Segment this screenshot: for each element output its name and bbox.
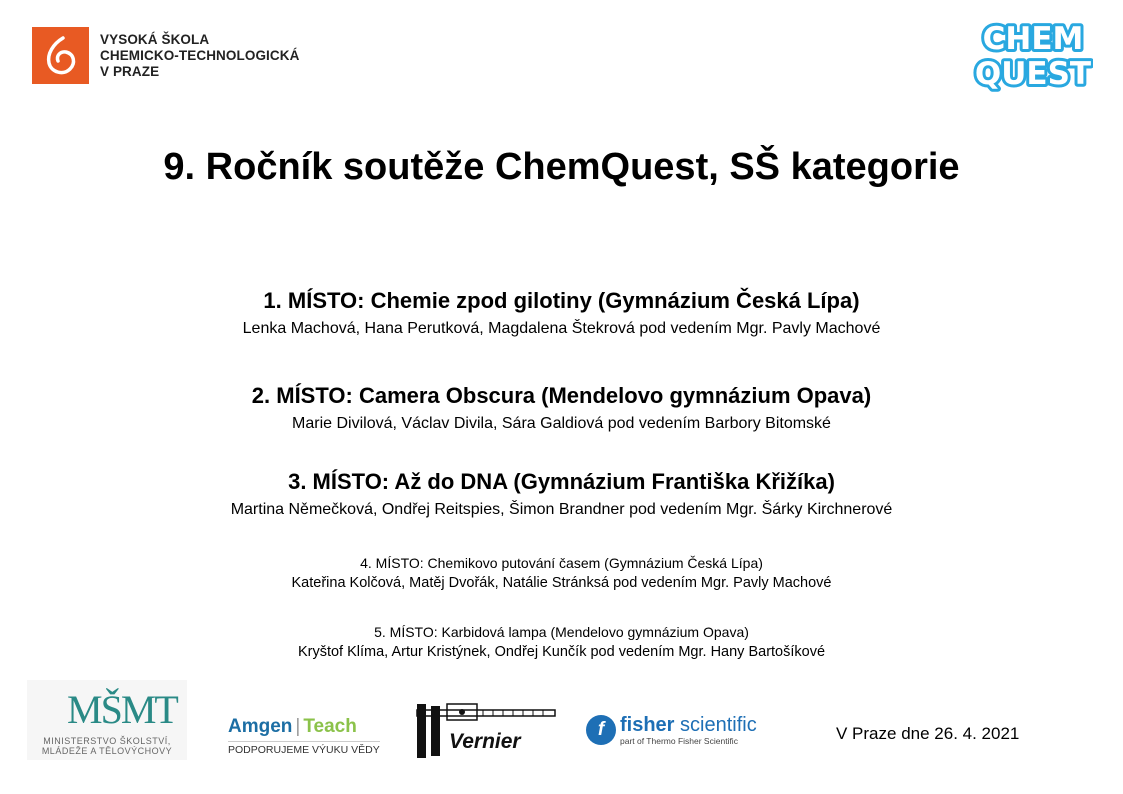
- place-heading: 2. MÍSTO: Camera Obscura (Mendelovo gymnázium Opava): [251, 383, 872, 408]
- place-1: [0, 288, 1123, 338]
- place-heading: 4. MÍSTO: Chemikovo putování časem (Gymnázium Česká Lípa): [360, 555, 763, 571]
- page-title: 9. Ročník soutěže ChemQuest, SŠ kategorie: [163, 146, 960, 188]
- place-members: Marie Divilová, Václav Divila, Sára Galdiová pod vedením Barbory Bitomské: [292, 415, 831, 432]
- place-5: [0, 624, 1123, 660]
- vscht-name: VYSOKÁ ŠKOLA CHEMICKO-TECHNOLOGICKÁ V PRAZE: [100, 31, 300, 79]
- msmt-logo-text: MINISTERSTVO ŠKOLSTVÍ, MLÁDEŽE A TĚLOVÝCHOVY: [41, 736, 173, 756]
- place-2: [0, 383, 1123, 433]
- vernier-logo: [413, 700, 558, 762]
- place-heading: 3. MÍSTO: Až do DNA (Gymnázium Františka Křižíka): [288, 469, 835, 494]
- date-line: V Praze dne 26. 4. 2021: [836, 724, 1020, 743]
- place-heading: 1. MÍSTO: Chemie zpod gilotiny (Gymnázium Česká Lípa): [263, 288, 860, 313]
- fisher-f-icon: f: [586, 715, 616, 745]
- vernier-wordmark: Vernier: [449, 730, 521, 753]
- chemquest-logo-line-chem: CHEM: [982, 21, 1084, 57]
- place-4: [0, 555, 1123, 591]
- place-members: Martina Němečková, Ondřej Reitspies, Šimon Brandner pod vedením Mgr. Šárky Kirchnerové: [230, 501, 893, 518]
- chemquest-logo-line-quest: QUEST: [974, 56, 1092, 92]
- msmt-logo: [27, 680, 187, 760]
- msmt-logo-mark: MŠMT: [67, 687, 177, 732]
- place-members: Kateřina Kolčová, Matěj Dvořák, Natálie Stránksá pod vedením Mgr. Pavly Machové: [291, 575, 832, 591]
- place-heading: 5. MÍSTO: Karbidová lampa (Mendelovo gymnázium Opava): [374, 624, 749, 640]
- vscht-flask-icon: [32, 27, 89, 84]
- place-members: Kryštof Klíma, Artur Kristýnek, Ondřej Kunčík pod vedením Mgr. Hany Bartošíkové: [297, 644, 826, 660]
- place-3: [0, 469, 1123, 519]
- place-members: Lenka Machová, Hana Perutková, Magdalena Štekrová pod vedením Mgr. Pavly Machové: [242, 320, 881, 337]
- chemquest-logo: [973, 16, 1093, 92]
- fisher-scientific-logo: f fisher scientific part of Thermo Fisher Scientific: [586, 714, 757, 746]
- amgen-teach-logo: Amgen | Teach PODPORUJEME VÝUKU VĚDY: [228, 716, 380, 756]
- vscht-logo: [32, 27, 299, 84]
